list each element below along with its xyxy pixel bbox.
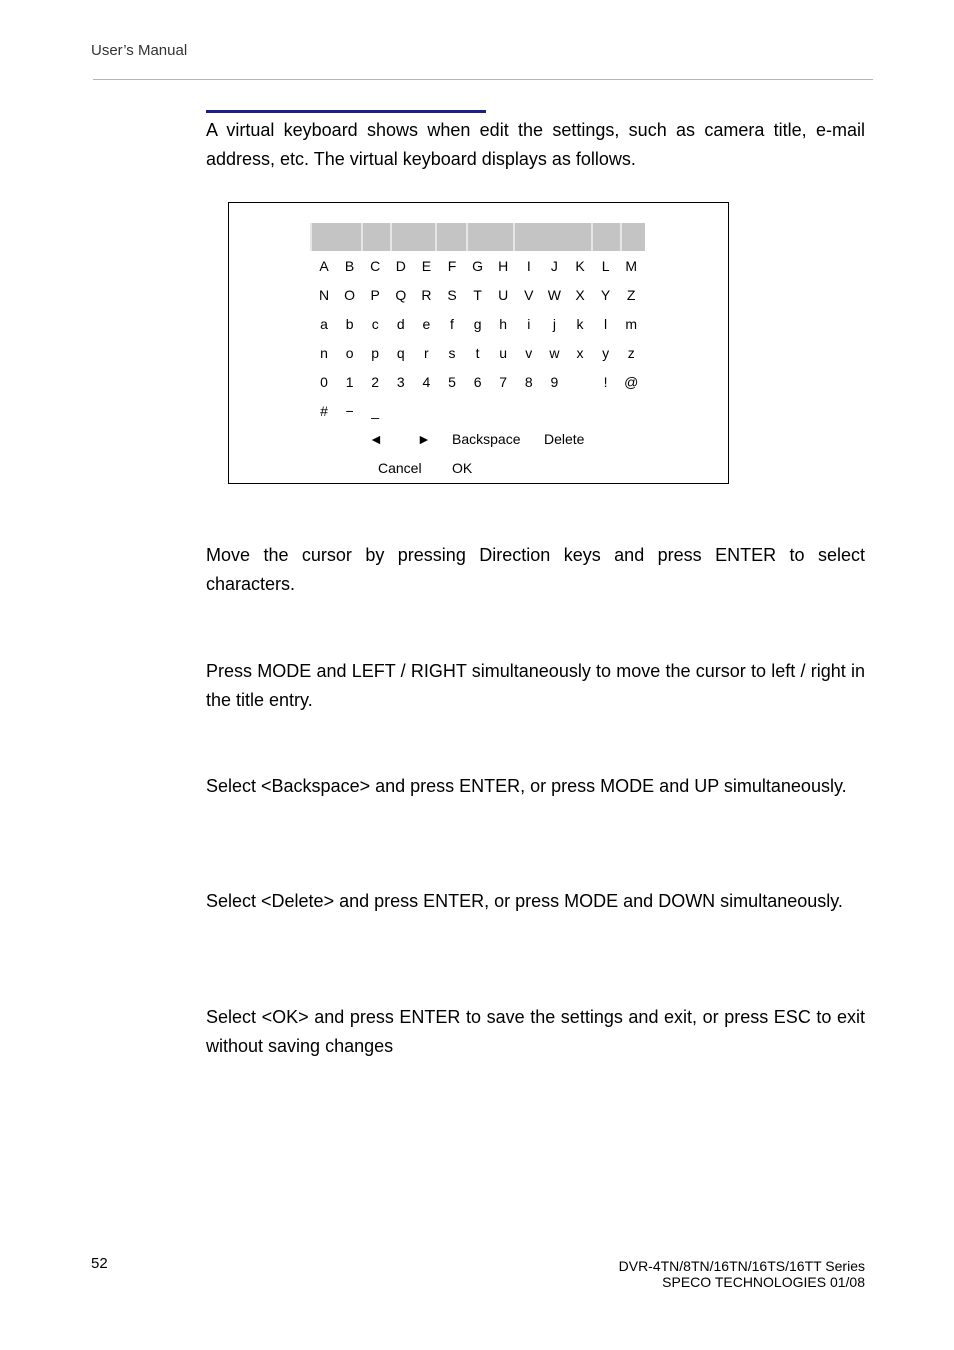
- ok-button[interactable]: OK: [452, 460, 473, 476]
- key[interactable]: 5: [448, 374, 456, 390]
- key[interactable]: _: [371, 403, 380, 419]
- key[interactable]: J: [550, 258, 558, 274]
- key[interactable]: b: [345, 316, 354, 332]
- key[interactable]: G: [472, 258, 484, 274]
- key[interactable]: U: [498, 287, 509, 303]
- key[interactable]: f: [450, 316, 454, 332]
- keyboard-title-entry[interactable]: [310, 223, 645, 251]
- key[interactable]: @: [624, 374, 639, 390]
- key[interactable]: w: [549, 345, 560, 361]
- instruction-save-exit: Select <OK> and press ENTER to save the settings and exit, or press ESC to exit without saving changes: [206, 1007, 865, 1056]
- page-number: 52: [91, 1255, 108, 1272]
- cursor-right-button[interactable]: ►: [417, 431, 431, 447]
- delete-button[interactable]: Delete: [544, 431, 585, 447]
- key[interactable]: a: [320, 316, 328, 332]
- key[interactable]: 0: [320, 374, 328, 390]
- footer-company: SPECO TECHNOLOGIES 01/08: [662, 1274, 865, 1290]
- key[interactable]: #: [320, 403, 328, 419]
- key[interactable]: !: [603, 374, 608, 390]
- key[interactable]: e: [422, 316, 431, 332]
- key[interactable]: I: [526, 258, 531, 274]
- key[interactable]: M: [625, 258, 638, 274]
- key[interactable]: D: [395, 258, 406, 274]
- key[interactable]: n: [320, 345, 328, 361]
- title-bar-divider: [466, 223, 468, 251]
- key[interactable]: c: [371, 316, 379, 332]
- intro-paragraph: A virtual keyboard shows when edit the settings, such as camera title, e-mail address, etc. The virtual keyboard displays as follows.: [206, 120, 865, 169]
- key[interactable]: S: [447, 287, 457, 303]
- key[interactable]: g: [473, 316, 482, 332]
- key[interactable]: B: [344, 258, 355, 274]
- key[interactable]: F: [447, 258, 457, 274]
- key[interactable]: v: [525, 345, 533, 361]
- key[interactable]: h: [499, 316, 508, 332]
- key[interactable]: 4: [422, 374, 431, 390]
- cursor-left-button[interactable]: ◄: [369, 431, 383, 447]
- key[interactable]: o: [345, 345, 354, 361]
- key[interactable]: p: [371, 345, 380, 361]
- instruction-move-cursor: Press MODE and LEFT / RIGHT simultaneously to move the cursor to left / right in the title entry.: [206, 661, 865, 710]
- key[interactable]: j: [552, 316, 556, 332]
- key[interactable]: N: [318, 287, 330, 303]
- key[interactable]: T: [473, 287, 482, 303]
- key[interactable]: q: [396, 345, 405, 361]
- footer-series: DVR-4TN/8TN/16TN/16TS/16TT Series: [618, 1258, 865, 1274]
- key[interactable]: X: [575, 287, 585, 303]
- key[interactable]: x: [576, 345, 584, 361]
- key[interactable]: L: [601, 258, 610, 274]
- key[interactable]: 2: [371, 374, 380, 390]
- key[interactable]: 3: [396, 374, 405, 390]
- key[interactable]: 1: [345, 374, 354, 390]
- key[interactable]: k: [576, 316, 584, 332]
- key[interactable]: t: [475, 345, 480, 361]
- key[interactable]: K: [575, 258, 585, 274]
- key[interactable]: r: [424, 345, 429, 361]
- key[interactable]: 7: [499, 374, 508, 390]
- key[interactable]: A: [319, 258, 329, 274]
- title-bar-divider: [390, 223, 392, 251]
- key[interactable]: C: [370, 258, 381, 274]
- section-heading-bar: [206, 110, 486, 113]
- footer-info: [619, 1258, 865, 1290]
- key[interactable]: V: [524, 287, 534, 303]
- key[interactable]: u: [499, 345, 508, 361]
- header-divider: [93, 79, 873, 80]
- key[interactable]: Q: [395, 287, 407, 303]
- key[interactable]: 8: [524, 374, 533, 390]
- key[interactable]: l: [604, 316, 608, 332]
- title-bar-divider: [310, 223, 312, 251]
- key[interactable]: 6: [473, 374, 482, 390]
- instruction-select-characters: Move the cursor by pressing Direction keys and press ENTER to select characters.: [206, 545, 865, 594]
- cancel-button[interactable]: Cancel: [378, 460, 422, 476]
- key[interactable]: H: [498, 258, 509, 274]
- key[interactable]: P: [370, 287, 380, 303]
- instruction-delete: Select <Delete> and press ENTER, or press MODE and DOWN simultaneously.: [206, 891, 843, 911]
- title-bar-divider: [591, 223, 593, 251]
- key[interactable]: y: [602, 345, 610, 361]
- instruction-backspace: Select <Backspace> and press ENTER, or press MODE and UP simultaneously.: [206, 776, 847, 796]
- key[interactable]: Y: [600, 287, 611, 303]
- key[interactable]: E: [421, 258, 432, 274]
- key[interactable]: Z: [626, 287, 636, 303]
- key[interactable]: 9: [550, 374, 559, 390]
- key[interactable]: −: [345, 403, 354, 419]
- key[interactable]: W: [547, 287, 561, 303]
- virtual-keyboard: [228, 202, 729, 484]
- title-bar-divider: [361, 223, 363, 251]
- manual-title: User’s Manual: [91, 42, 188, 59]
- key[interactable]: i: [527, 316, 531, 332]
- key[interactable]: d: [396, 316, 405, 332]
- title-bar-divider: [620, 223, 622, 251]
- key[interactable]: R: [421, 287, 432, 303]
- title-bar-divider: [435, 223, 437, 251]
- backspace-button[interactable]: Backspace: [452, 431, 521, 447]
- key[interactable]: O: [344, 287, 356, 303]
- key[interactable]: m: [625, 316, 638, 332]
- key[interactable]: s: [448, 345, 456, 361]
- title-bar-divider: [513, 223, 515, 251]
- key[interactable]: z: [627, 345, 635, 361]
